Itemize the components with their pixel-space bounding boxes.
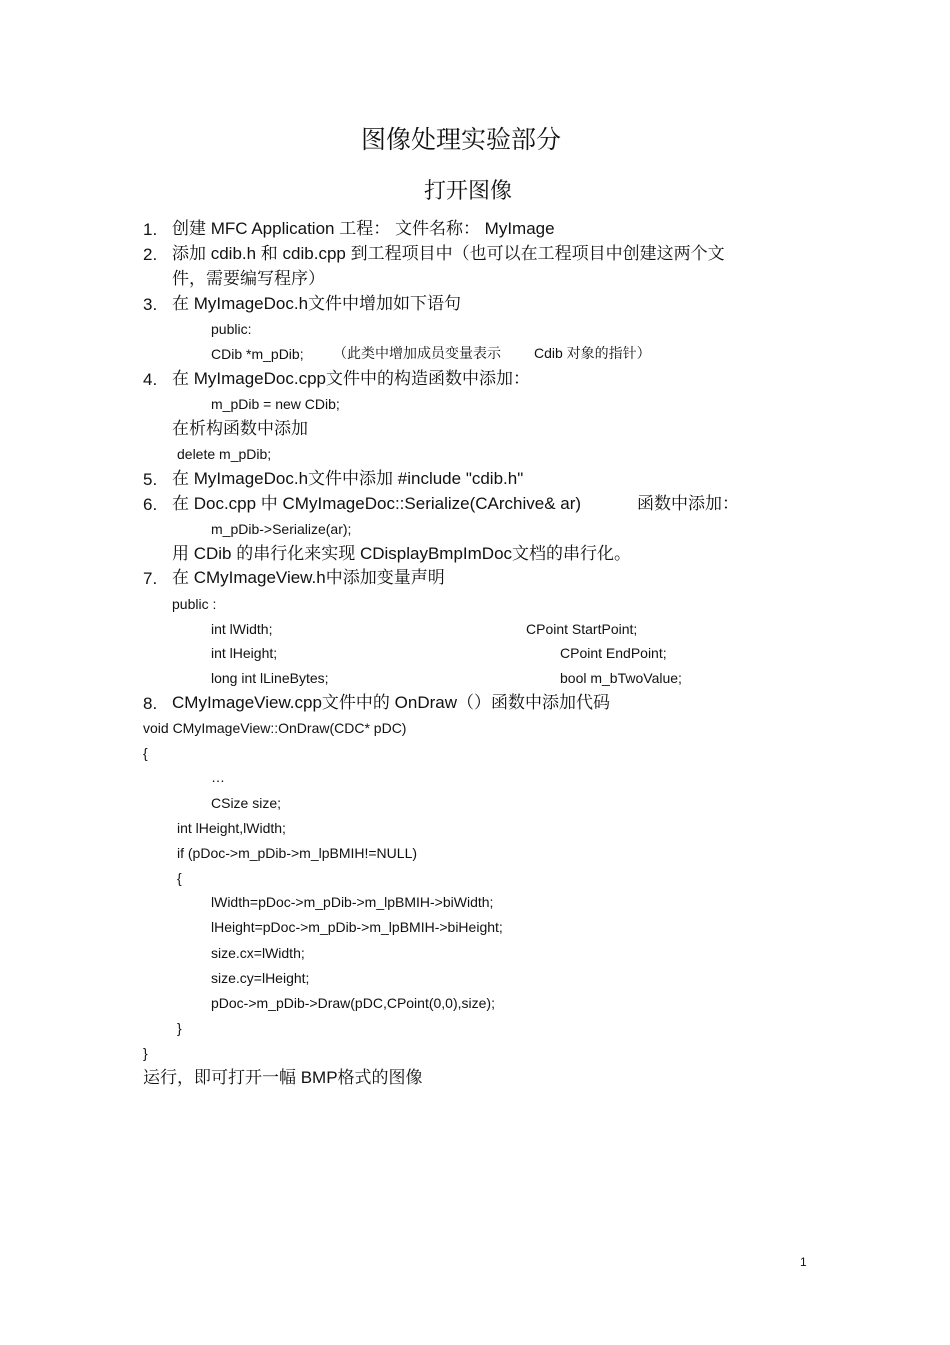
code-line: int lHeight,lWidth; (177, 820, 286, 836)
item-number-8: 8. (143, 694, 158, 713)
code-line: long int lLineBytes; (211, 670, 329, 686)
code-line: lWidth=pDoc->m_pDib->m_lpBMIH->biWidth; (211, 894, 494, 910)
item-text-7: 在 CMyImageView.h中添加变量声明 (172, 568, 445, 587)
code-line: { (177, 870, 182, 886)
item-number-3: 3. (143, 295, 158, 314)
code-line: } (143, 1045, 148, 1061)
code-line: CPoint EndPoint; (560, 645, 667, 661)
item-number-1: 1. (143, 220, 158, 239)
closing-text: 运行，即可打开一幅 BMP格式的图像 (143, 1068, 423, 1087)
item-text-5: 在 MyImageDoc.h文件中添加 #include "cdib.h" (172, 469, 524, 488)
item-text-2: 添加 cdib.h 和 cdib.cpp 到工程项目中（也可以在工程项目中创建这两个文 (172, 244, 725, 263)
item-text-2-continued: 件，需要编写程序） (172, 269, 325, 288)
item-text-6-tail: 函数中添加： (637, 494, 739, 513)
code-line: pDoc->m_pDib->Draw(pDC,CPoint(0,0),size); (211, 995, 495, 1011)
code-line: m_pDib->Serialize(ar); (211, 521, 352, 537)
item-text-3: 在 MyImageDoc.h文件中增加如下语句 (172, 294, 462, 313)
item-number-7: 7. (143, 569, 158, 588)
code-line: void CMyImageView::OnDraw(CDC* pDC) (143, 720, 407, 736)
code-line: … (211, 769, 225, 785)
code-line: bool m_bTwoValue; (560, 670, 682, 686)
item-number-5: 5. (143, 470, 158, 489)
item-text-6: 在 Doc.cpp 中 CMyImageDoc::Serialize(CArchive& ar) (172, 494, 582, 513)
page-number: 1 (800, 1255, 807, 1269)
item-text-4: 在 MyImageDoc.cpp文件中的构造函数中添加： (172, 369, 530, 388)
code-comment: （此类中增加成员变量表示 (333, 345, 501, 361)
item-number-4: 4. (143, 370, 158, 389)
code-line: delete m_pDib; (177, 446, 272, 462)
code-line: CDib *m_pDib; (211, 346, 304, 362)
section-title: 打开图像 (424, 178, 513, 203)
code-line: size.cx=lWidth; (211, 945, 305, 961)
code-line: { (143, 745, 148, 761)
item-text-8: CMyImageView.cpp文件中的 OnDraw（）函数中添加代码 (172, 693, 610, 712)
code-line: CSize size; (211, 795, 282, 811)
item-text-1: 创建 MFC Application 工程： 文件名称： MyImage (172, 219, 555, 238)
item-text-4-destructor: 在析构函数中添加 (172, 419, 308, 438)
code-line: } (177, 1020, 182, 1036)
item-text-6-note: 用 CDib 的串行化来实现 CDisplayBmpImDoc文档的串行化。 (172, 544, 632, 563)
code-line: lHeight=pDoc->m_pDib->m_lpBMIH->biHeight; (211, 919, 503, 935)
code-line: public: (211, 321, 252, 337)
code-line: size.cy=lHeight; (211, 970, 310, 986)
code-line: if (pDoc->m_pDib->m_lpBMIH!=NULL) (177, 845, 418, 861)
code-line: m_pDib = new CDib; (211, 396, 340, 412)
page-title: 图像处理实验部分 (361, 126, 562, 154)
code-comment: Cdib 对象的指针） (534, 345, 651, 361)
item-number-6: 6. (143, 495, 158, 514)
code-line: int lHeight; (211, 645, 278, 661)
item-number-2: 2. (143, 245, 158, 264)
code-line: int lWidth; (211, 621, 273, 637)
code-line: public : (172, 596, 217, 612)
code-line: CPoint StartPoint; (526, 621, 638, 637)
